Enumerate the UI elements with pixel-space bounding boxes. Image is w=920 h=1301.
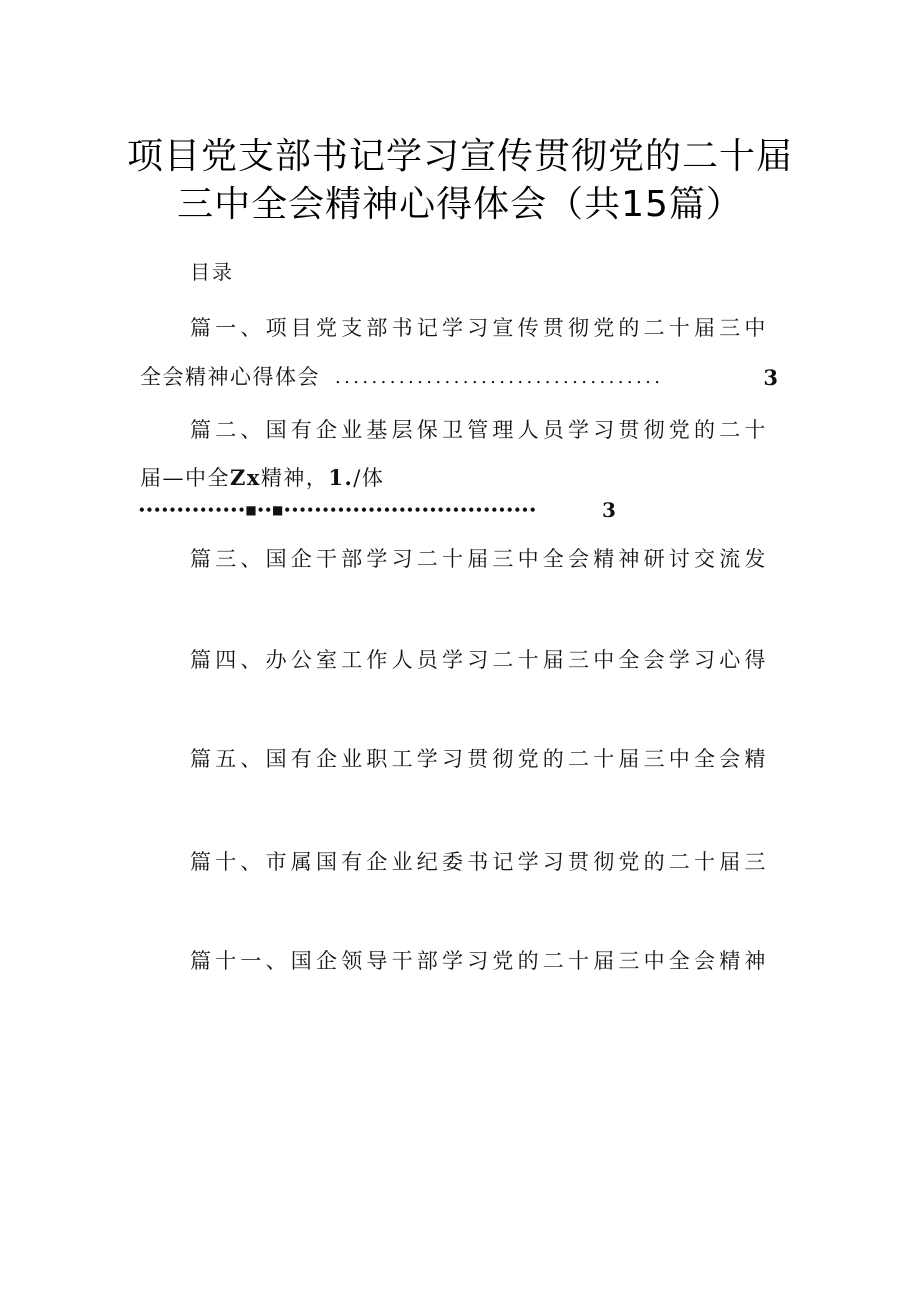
toc-entry-1-label: 全会精神心得体会 [140, 365, 320, 389]
toc-entry-2-text-a: 届—中全 [140, 466, 230, 490]
toc-entry-1-page-number: 3 [763, 365, 778, 390]
document-title-line-1: 项目党支部书记学习宣传贯彻党的二十届 [126, 136, 793, 177]
toc-entry-2-leader-row [138, 494, 618, 526]
toc-entry-2-leader: ••••••••••••••■••■••••••••••••••••••••••••••••••••• [138, 503, 537, 517]
toc-entry-2-page-number: 3 [602, 498, 616, 522]
toc-heading: 目录 [190, 260, 234, 284]
toc-entry-4[interactable]: 篇四、办公室工作人员学习二十届三中全会学习心得 [190, 648, 770, 672]
toc-entry-1-line-1[interactable]: 篇一、项目党支部书记学习宣传贯彻党的二十届三中 [190, 316, 770, 340]
toc-entry-1-line-2[interactable] [140, 361, 780, 393]
document-title-line-2: 三中全会精神心得体会（共15篇） [177, 184, 743, 225]
toc-entry-2-text-d: 1. [328, 465, 354, 490]
toc-entry-2-text-b: Zx [230, 465, 261, 490]
toc-entry-2-line-1[interactable]: 篇二、国有企业基层保卫管理人员学习贯彻党的二十 [190, 418, 770, 442]
toc-entry-2-text-e: /体 [353, 466, 385, 490]
toc-entry-7[interactable]: 篇十一、国企领导干部学习党的二十届三中全会精神 [190, 949, 770, 973]
toc-entry-2-line-2[interactable] [140, 462, 384, 494]
toc-entry-5[interactable]: 篇五、国有企业职工学习贯彻党的二十届三中全会精 [190, 747, 770, 771]
toc-entry-2-text-c: 精神， [260, 466, 329, 490]
toc-entry-3[interactable]: 篇三、国企干部学习二十届三中全会精神研讨交流发 [190, 547, 770, 571]
toc-entry-1-leader: .................................... [335, 367, 664, 388]
toc-entry-6[interactable]: 篇十、市属国有企业纪委书记学习贯彻党的二十届三 [190, 850, 770, 874]
